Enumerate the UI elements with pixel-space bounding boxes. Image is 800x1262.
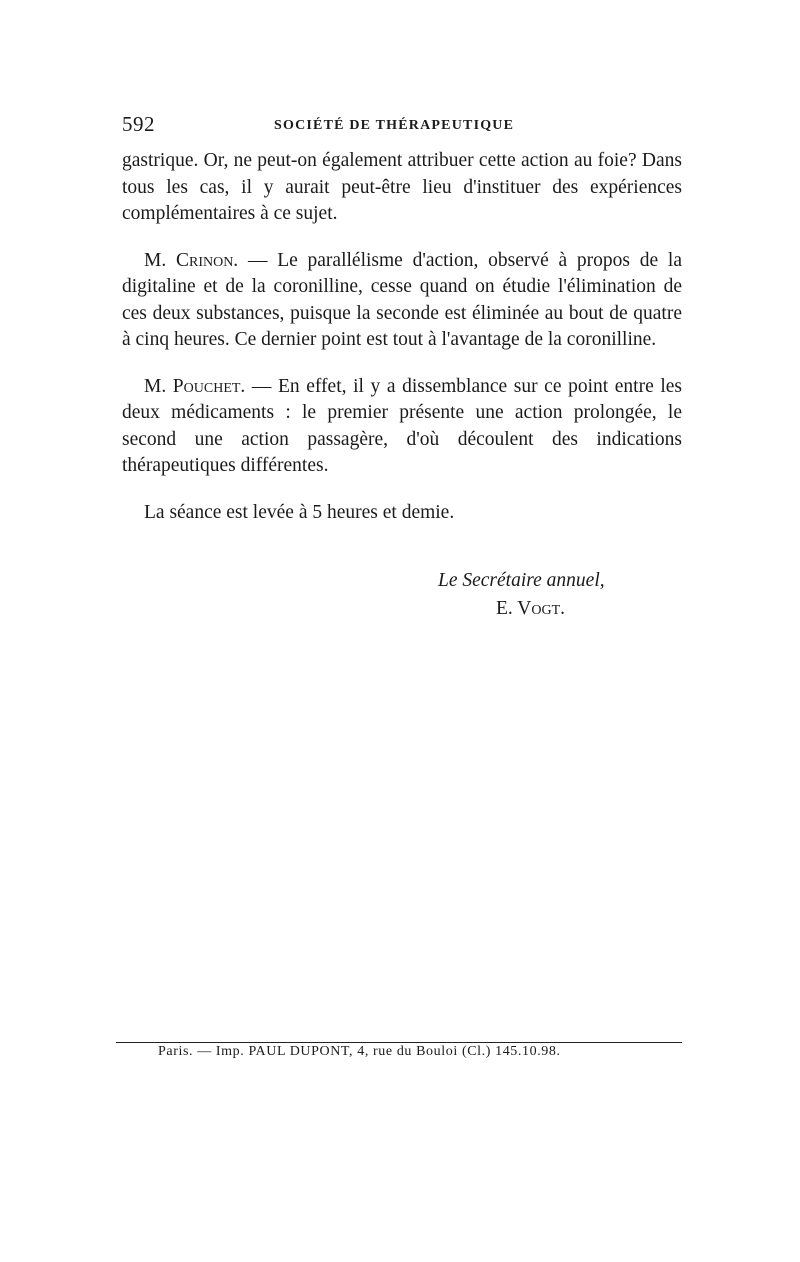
paragraph-text: — En effet, il y a dissemblance sur ce point entre les deux médicaments : le premier présente une action prolongée, le second une action passagère, d'où découlent des indications thérapeutiques différentes. bbox=[122, 375, 682, 476]
footer-divider bbox=[116, 1042, 682, 1043]
body-text bbox=[122, 148, 682, 546]
paragraph-closing bbox=[122, 500, 682, 527]
paragraph-pouchet bbox=[122, 374, 682, 480]
paragraph-continuation bbox=[122, 148, 682, 228]
running-title: SOCIÉTÉ DE THÉRAPEUTIQUE bbox=[274, 118, 515, 133]
running-head bbox=[122, 112, 682, 140]
printer-imprint: Paris. — Imp. PAUL DUPONT, 4, rue du Bouloi (Cl.) 145.10.98. bbox=[158, 1044, 561, 1059]
signature-title: Le Secrétaire annuel, bbox=[438, 570, 605, 591]
paragraph-crinon bbox=[122, 248, 682, 354]
paragraph-text: — Le parallélisme d'action, observé à propos de la digitaline et de la coronilline, cesse quand on étudie l'élimination de ces deux substances, puisque la seconde est éliminée au bout de quatre à cinq heures. Ce dernier point est tout à l'avantage de la coronilline. bbox=[122, 249, 682, 350]
paragraph-text: gastrique. Or, ne peut-on également attribuer cette action au foie? Dans tous les cas, il y aurait peut-être lieu d'instituer des expériences complémentaires à ce sujet. bbox=[122, 150, 682, 224]
speaker-name: M. Pouchet. bbox=[144, 375, 246, 397]
page-number: 592 bbox=[122, 112, 155, 136]
speaker-name: M. Crinon. bbox=[144, 249, 239, 271]
paragraph-text: La séance est levée à 5 heures et demie. bbox=[144, 501, 455, 523]
signature-name: E. Vogt. bbox=[496, 598, 566, 619]
